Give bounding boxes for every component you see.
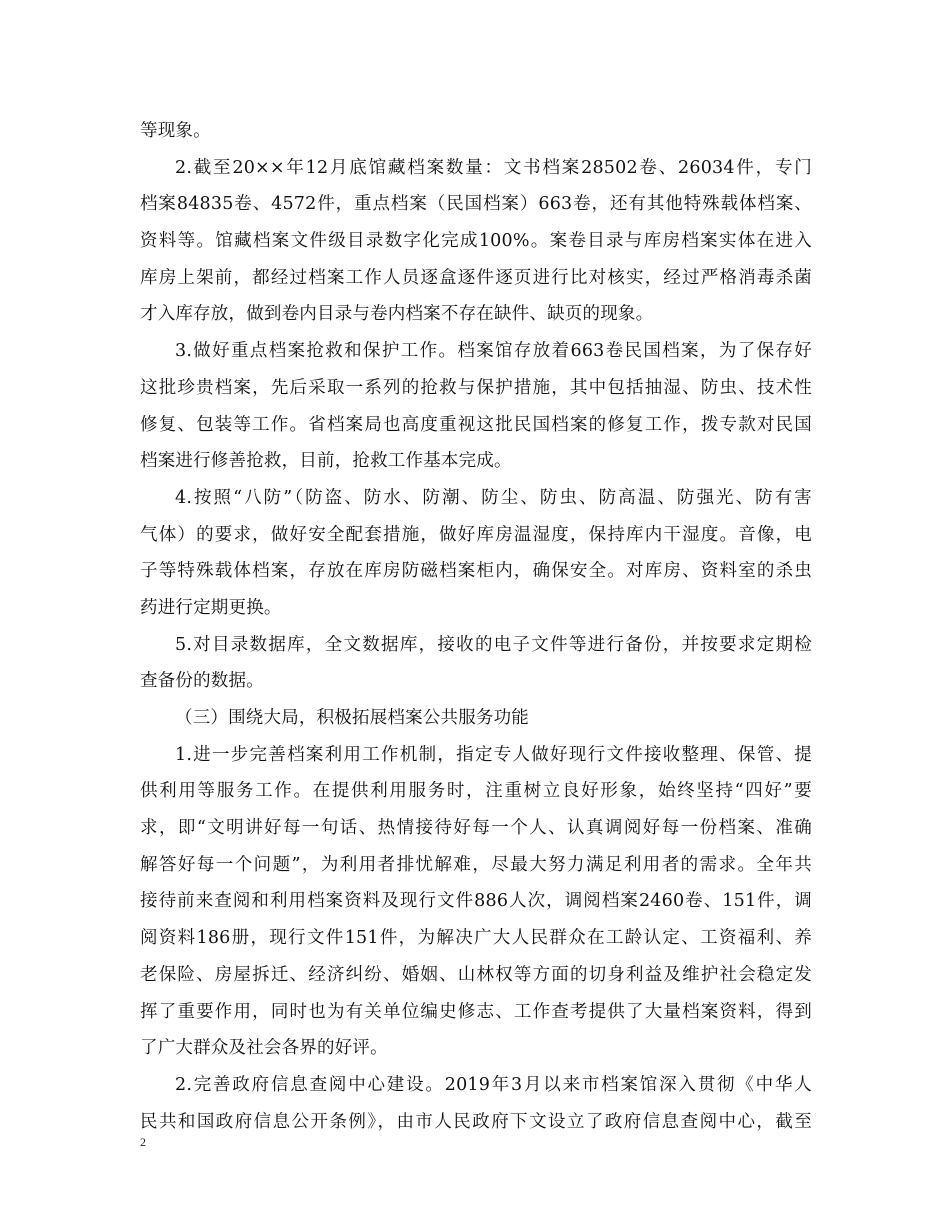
text-line: 求，即“文明讲好每一句话、热情接待好每一个人、认真调阅好每一份档案、准确 bbox=[140, 818, 812, 839]
text-line: 3.做好重点档案抢救和保护工作。档案馆存放着663卷民国档案，为了保存好 bbox=[175, 341, 812, 362]
text-line: 修复、包装等工作。省档案局也高度重视这批民国档案的修复工作，拨专款对民国 bbox=[140, 414, 812, 435]
text-line: 4.按照“八防”（防盗、防水、防潮、防尘、防虫、防高温、防强光、防有害 bbox=[175, 487, 812, 508]
text-line: 库房上架前，都经过档案工作人员逐盒逐件逐页进行比对核实，经过严格消毒杀菌 bbox=[140, 267, 812, 288]
page-number: 2 bbox=[140, 1135, 146, 1149]
text-line: 档案84835卷、4572件，重点档案（民国档案）663卷，还有其他特殊载体档案、 bbox=[140, 194, 812, 215]
text-line: 查备份的数据。 bbox=[140, 671, 264, 692]
text-line: 气体）的要求，做好安全配套措施，做好库房温湿度，保持库内干湿度。音像，电 bbox=[140, 524, 812, 545]
text-line: 民共和国政府信息公开条例》，由市人民政府下文设立了政府信息查阅中心，截至 bbox=[140, 1111, 812, 1132]
text-line: 了广大群众及社会各界的好评。 bbox=[140, 1038, 388, 1059]
text-line: 老保险、房屋拆迁、经济纠纷、婚姻、山林权等方面的切身利益及维护社会稳定发 bbox=[140, 964, 812, 985]
text-line: 资料等。馆藏档案文件级目录数字化完成100%。案卷目录与库房档案实体在进入 bbox=[140, 231, 812, 252]
text-line: 等现象。 bbox=[140, 121, 211, 141]
text-line: 子等特殊载体档案，存放在库房防磁档案柜内，确保安全。对库房、资料室的杀虫 bbox=[140, 561, 812, 582]
text-line: 2.完善政府信息查阅中心建设。2019年3月以来市档案馆深入贯彻《中华人 bbox=[175, 1074, 812, 1095]
text-line: 供利用等服务工作。在提供利用服务时，注重树立良好形象，始终坚持“四好”要 bbox=[140, 781, 812, 802]
text-line: 这批珍贵档案，先后采取一系列的抢救与保护措施，其中包括抽湿、防虫、技术性 bbox=[140, 377, 812, 398]
text-line: 档案进行修善抢救，目前，抢救工作基本完成。 bbox=[140, 451, 512, 472]
text-line: 才入库存放，做到卷内目录与卷内档案不存在缺件、缺页的现象。 bbox=[140, 304, 654, 325]
text-line: 接待前来查阅和利用档案资料及现行文件886人次，调阅档案2460卷、151件，调 bbox=[140, 891, 812, 912]
text-line: 药进行定期更换。 bbox=[140, 597, 282, 618]
text-line: （三）围绕大局，积极拓展档案公共服务功能 bbox=[175, 708, 529, 728]
text-line: 1.进一步完善档案利用工作机制，指定专人做好现行文件接收整理、保管、提 bbox=[175, 744, 812, 765]
text-line: 5.对目录数据库，全文数据库，接收的电子文件等进行备份，并按要求定期检 bbox=[175, 634, 812, 655]
text-line: 解答好每一个问题”，为利用者排忧解难，尽最大努力满足利用者的需求。全年共 bbox=[140, 854, 812, 875]
text-line: 挥了重要作用，同时也为有关单位编史修志、工作查考提供了大量档案资料，得到 bbox=[140, 1001, 812, 1022]
text-line: 2.截至20××年12月底馆藏档案数量：文书档案28502卷、26034件，专门 bbox=[175, 157, 812, 178]
body-text bbox=[140, 113, 812, 1140]
text-line: 阅资料186册，现行文件151件，为解决广大人民群众在工龄认定、工资福利、养 bbox=[140, 928, 812, 949]
